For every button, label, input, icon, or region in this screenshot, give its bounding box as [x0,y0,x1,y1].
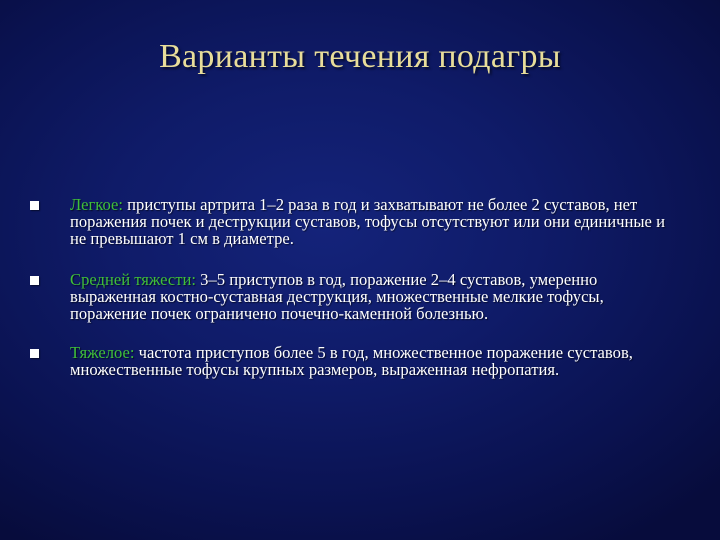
bullet-term: Легкое: [70,195,124,214]
bullet-item-mild [30,196,670,247]
bullet-text: 3–5 приступов в год, поражение 2–4 суставов, умеренно выраженная костно-суставная деструкция, множественные мелкие тофусы, поражение почек ограничено почечно-каменной болезнью. [70,270,604,323]
bullet-item-moderate [30,271,670,322]
square-bullet-icon [30,276,39,285]
bullet-text: частота приступов более 5 в год, множественное поражение суставов, множественные тофусы крупных размеров, выраженная нефропатия. [70,343,633,379]
square-bullet-icon [30,201,39,210]
bullet-list [30,196,670,402]
bullet-text: приступы артрита 1–2 раза в год и захватывают не более 2 суставов, нет поражения почек и деструкции суставов, тофусы отсутствуют или они единичные и не превышают 1 см в диаметре. [70,195,665,248]
bullet-item-severe [30,344,670,378]
slide-title: Варианты течения подагры [159,38,561,75]
square-bullet-icon [30,349,39,358]
bullet-term: Тяжелое: [70,343,135,362]
bullet-term: Средней тяжести: [70,270,197,289]
